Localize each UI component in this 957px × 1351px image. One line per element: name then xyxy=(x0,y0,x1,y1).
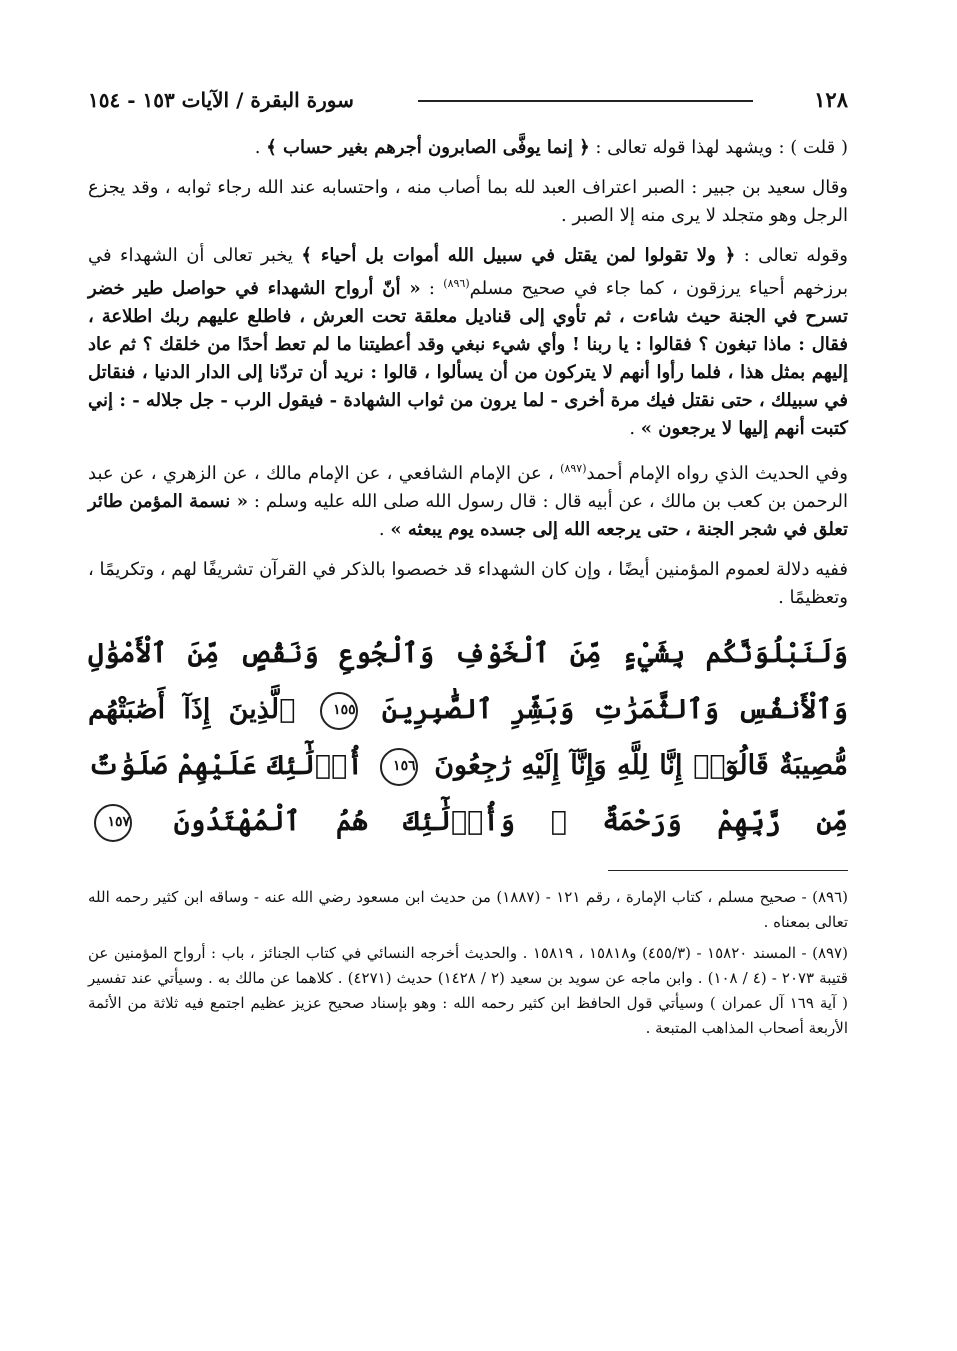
verse-156: ٱلَّذِينَ إِذَآ أَصَٰبَتْهُم مُّصِيبَةٌ قَالُوٓا۟ إِنَّا لِلَّهِ وَإِنَّآ إِلَيْهِ رَٰجِعُونَ xyxy=(88,694,848,781)
footnote-896: (٨٩٦) - صحيح مسلم ، كتاب الإمارة ، رقم ١٢١ - (١٨٨٧) من حديث ابن مسعود رضي الله عنه - وساقه ابن كثير رحمه الله تعالى بمعناه . xyxy=(88,888,848,931)
footnote-ref-897[interactable]: (٨٩٧) xyxy=(560,462,587,475)
book-page xyxy=(88,80,848,1300)
p3-hadith: « أنّ أرواح الشهداء في حواصل طير خضر تسرح في الجنة حيث شاءت ، ثم تأوي إلى قناديل معلقة تحت العرش ، فاطلع عليهم ربك اطلاعة ، فقال : ماذا تبغون ؟ فقالوا : يا ربنا ! وأي شيء نبغي وقد أعطيتنا ما لم تعط أحدًا من خلقك ؟ ثم عاد إليهم بمثل هذا ، فلما رأوا أنهم لا يتركون من أن يسألوا ، قالوا : نريد أن تردّنا إلى الدار الدنيا ، فنقاتل في سبيلك ، حتى نقتل فيك مرة أخرى - لما يرون من ثواب الشهادة - فيقول الرب - جل جلاله - : إني كتبت أنهم إليها لا يرجعون » xyxy=(88,278,848,439)
p4-chain: ، عن الإمام الشافعي ، عن الإمام مالك ، عن الزهري ، عن عبد الرحمن بن كعب بن مالك ، عن أبيه قال : قال رسول الله صلى الله عليه وسلم : xyxy=(88,463,848,512)
p3-text: يخبر تعالى أن الشهداء في برزخهم أحياء يرزقون ، كما جاء في صحيح مسلم xyxy=(88,245,848,299)
ayah-marker-156: ١٥٦ xyxy=(380,748,418,786)
paragraph-2: وقال سعيد بن جبير : الصبر اعتراف العبد لله بما أصاب منه ، واحتسابه عند الله رجاء ثوابه ، وقد يجزع الرجل وهو متجلد لا يرى منه إلا الصبر . xyxy=(88,177,848,226)
verse-155: وَلَنَبْلُوَنَّكُم بِشَيْءٍ مِّنَ ٱلْخَوْفِ وَٱلْجُوعِ وَنَقْصٍ مِّنَ ٱلْأَمْوَٰلِ وَٱلْأَنفُسِ وَٱلثَّمَرَٰتِ وَبَشِّرِ ٱلصَّٰبِرِينَ xyxy=(88,638,848,725)
p4-intro: وفي الحديث الذي رواه الإمام أحمد xyxy=(586,463,848,484)
page-header xyxy=(88,80,848,116)
footnote-ref-896[interactable]: (٨٩٦) xyxy=(443,277,470,290)
ayah-marker-155: ١٥٥ xyxy=(320,692,358,730)
quran-verses xyxy=(88,626,848,850)
p1-quran-quote: ﴿ إنما يوفَّى الصابرون أجرهم بغير حساب ﴾ xyxy=(266,137,590,158)
p3-colon: : xyxy=(420,278,444,299)
p1-text: ( قلت ) : ويشهد لهذا قوله تعالى : xyxy=(589,137,848,158)
p4-hadith: « نسمة المؤمن طائر تعلق في شجر الجنة ، حتى يرجعه الله إلى جسده يوم يبعثه » xyxy=(88,491,848,540)
page-number: ١٢٨ xyxy=(814,87,848,112)
paragraph-3 xyxy=(88,242,848,443)
footnote-separator xyxy=(608,870,848,871)
paragraph-1 xyxy=(88,134,848,162)
header-rule xyxy=(418,100,753,102)
ayah-marker-157: ١٥٧ xyxy=(94,804,132,842)
paragraph-4 xyxy=(88,455,848,544)
footnote-897: (٨٩٧) - المسند ١٥٨٢٠ - (٤٥٥/٣) و١٥٨١٨ ، ١٥٨١٩ . والحديث أخرجه النسائي في كتاب الجنائز ، باب : أرواح المؤمنين عن قتيبة ٢٠٧٣ - (٤ / ١٠٨) . وابن ماجه عن سويد بن سعيد (٢ / ١٤٢٨) حديث (٤٢٧١) . كلاهما عن مالك به . وسيأتي عند تفسير ( آية ١٦٩ آل عمران ) وسيأتي قول الحافظ ابن كثير رحمه الله : وهو بإسناد صحيح عزيز عظيم اجتمع فيه ثلاثة من الأئمة الأربعة أصحاب المذاهب المتبعة . xyxy=(88,944,848,1037)
running-title: سورة البقرة / الآيات ١٥٣ - ١٥٤ xyxy=(88,88,354,112)
p4-end: . xyxy=(378,519,391,540)
p3-intro: وقوله تعالى : xyxy=(735,245,848,266)
verse-157: أُو۟لَٰٓئِكَ عَلَيْهِمْ صَلَوَٰتٌ مِّن رَّبِّهِمْ وَرَحْمَةٌ ۖ وَأُو۟لَٰٓئِكَ هُمُ ٱلْمُهْتَدُونَ xyxy=(88,750,848,837)
paragraph-5: ففيه دلالة لعموم المؤمنين أيضًا ، وإن كان الشهداء قد خصصوا بالذكر في القرآن تشريفًا لهم ، وتكريمًا ، وتعظيمًا . xyxy=(88,559,848,608)
p1-end: . xyxy=(254,137,267,158)
p3-quran-quote: ﴿ ولا تقولوا لمن يقتل في سبيل الله أموات بل أحياء ﴾ xyxy=(301,245,736,266)
p3-end: . xyxy=(629,418,641,439)
